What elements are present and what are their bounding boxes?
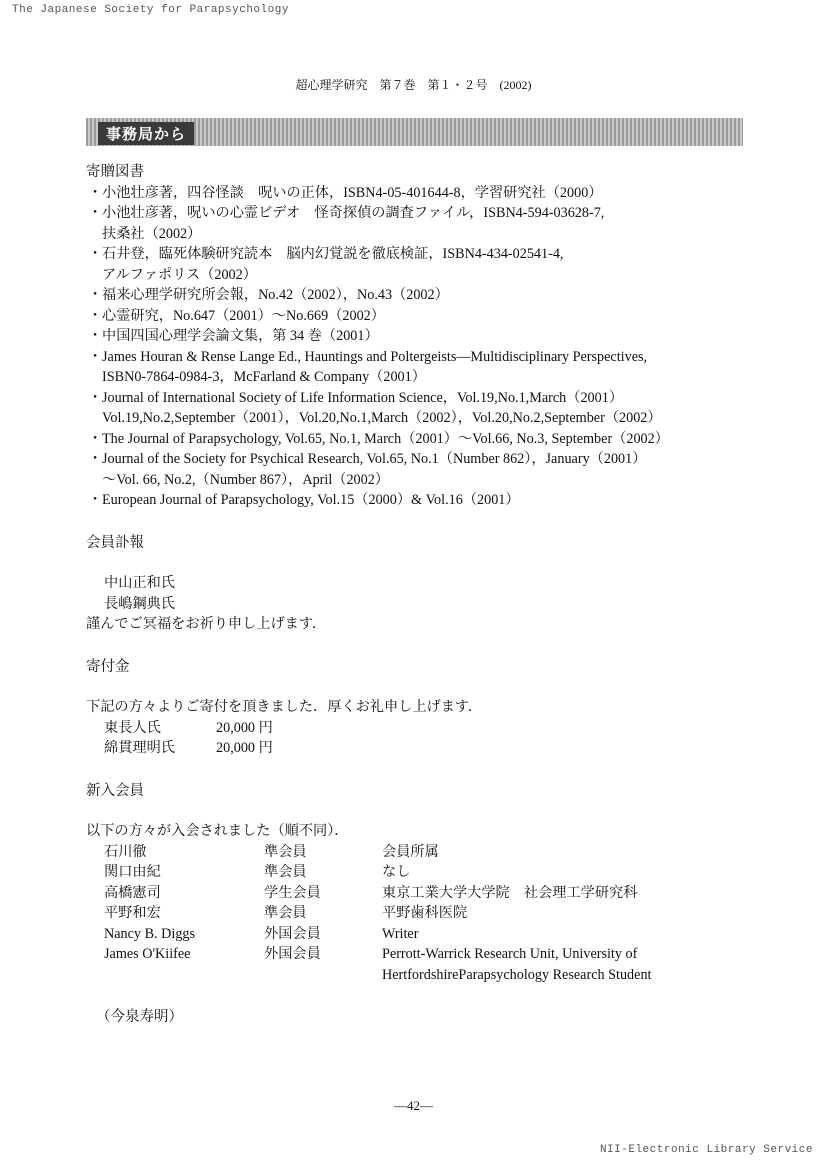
member-affiliation bbox=[382, 903, 746, 924]
book-item bbox=[86, 429, 746, 450]
book-item bbox=[86, 490, 746, 511]
member-name: 平野和宏 bbox=[104, 905, 161, 921]
new-members-heading: 新入会員 bbox=[86, 782, 144, 799]
affiliation-line: Perrott-Warrick Research Unit, University of bbox=[382, 946, 638, 962]
book-item-line: 扶桑社（2002） bbox=[102, 225, 202, 242]
society-header: The Japanese Society for Parapsychology bbox=[12, 4, 289, 16]
bullet-icon: ・ bbox=[88, 328, 103, 344]
affiliation-line: HertfordshireParapsychology Research Student bbox=[382, 966, 652, 983]
member-type: 外国会員 bbox=[264, 925, 321, 942]
book-item bbox=[86, 285, 746, 306]
signature: （今泉寿明） bbox=[96, 1009, 183, 1025]
new-members-table bbox=[86, 842, 746, 986]
bullet-icon: ・ bbox=[88, 307, 103, 324]
obituary-heading: 会員訃報 bbox=[86, 534, 144, 551]
donated-books-heading: 寄贈図書 bbox=[86, 164, 144, 180]
member-name: 関口由紀 bbox=[104, 864, 161, 880]
donations-heading: 寄付金 bbox=[86, 658, 130, 675]
book-item bbox=[86, 306, 746, 327]
bullet-icon: ・ bbox=[88, 451, 103, 467]
member-name: Nancy B. Diggs bbox=[104, 925, 196, 942]
bullet-icon: ・ bbox=[88, 184, 103, 201]
donor-name: 東長人氏 bbox=[104, 719, 161, 736]
footer-service: NII-Electronic Library Service bbox=[599, 1144, 813, 1156]
new-members-intro: 以下の方々が入会されました（順不同）． bbox=[86, 823, 349, 839]
member-row bbox=[86, 924, 746, 945]
member-name: 石川徹 bbox=[104, 843, 147, 860]
member-row bbox=[86, 862, 746, 883]
member-row bbox=[86, 903, 746, 924]
book-item-line: 小池壮彦著，呪いの心霊ビデオ 怪奇探偵の調査ファイル，ISBN4-594-03628-7, bbox=[102, 205, 605, 221]
member-affiliation bbox=[382, 862, 746, 883]
book-item-line: Vol.19,No.2,September（2001），Vol.20,No.1,March（2002），Vol.20,No.2,September（2002） bbox=[102, 410, 662, 426]
book-item-line: 小池壮彦著，四谷怪談 呪いの正体，ISBN4-05-401644-8，学習研究社（2000） bbox=[102, 184, 603, 201]
book-item-line: James Houran & Rense Lange Ed., Hauntings and Poltergeists—Multidisciplinary Perspectives, bbox=[102, 348, 648, 365]
running-head: 超心理学研究 第７巻 第１・２号 (2002) bbox=[295, 78, 532, 92]
book-item bbox=[86, 244, 746, 285]
donor-amount: 20,000 円 bbox=[216, 719, 273, 736]
member-affiliation bbox=[382, 924, 746, 945]
book-item-line: ～Vol. 66, No.2,（Number 867），April（2002） bbox=[102, 471, 390, 488]
member-name: 高橋憲司 bbox=[104, 884, 161, 901]
obituary-name: 長嶋鋼典氏 bbox=[104, 595, 175, 612]
affiliation-line: Writer bbox=[382, 925, 419, 942]
member-type: 準会員 bbox=[264, 905, 307, 921]
bullet-icon: ・ bbox=[88, 492, 103, 508]
donor-name: 綿貫理明氏 bbox=[104, 740, 175, 756]
affiliation-line: 会員所属 bbox=[382, 843, 439, 860]
book-item-line: 福来心理学研究所会報，No.42（2002），No.43（2002） bbox=[102, 287, 449, 303]
donor-row bbox=[86, 738, 746, 759]
book-item bbox=[86, 183, 746, 204]
member-type: 準会員 bbox=[264, 864, 307, 880]
obituary-name: 中山正和氏 bbox=[104, 575, 175, 591]
donated-books-list bbox=[86, 183, 746, 511]
book-item bbox=[86, 388, 746, 429]
member-row bbox=[86, 944, 746, 985]
bullet-icon: ・ bbox=[88, 389, 103, 406]
member-affiliation bbox=[382, 944, 746, 985]
member-type: 外国会員 bbox=[264, 946, 321, 962]
member-name: James O'Kiifee bbox=[104, 946, 191, 962]
book-item bbox=[86, 326, 746, 347]
main-content bbox=[86, 162, 746, 985]
affiliation-line: 東京工業大学大学院 社会理工学研究科 bbox=[382, 884, 638, 901]
bullet-icon: ・ bbox=[88, 348, 103, 365]
member-affiliation bbox=[382, 842, 746, 863]
book-item-line: European Journal of Parapsychology, Vol.15（2000）& Vol.16（2001） bbox=[102, 492, 520, 508]
book-item-line: Journal of International Society of Life Information Science，Vol.19,No.1,March（2001） bbox=[102, 389, 624, 406]
member-type: 準会員 bbox=[264, 843, 307, 860]
member-row bbox=[86, 842, 746, 863]
book-item bbox=[86, 203, 746, 244]
banner-title: 事務局から bbox=[98, 122, 194, 145]
bullet-icon: ・ bbox=[88, 430, 103, 447]
affiliation-line: 平野歯科医院 bbox=[382, 905, 468, 921]
book-item-line: 中国四国心理学会論文集，第 34 巻（2001） bbox=[102, 328, 379, 344]
bullet-icon: ・ bbox=[88, 205, 103, 221]
book-item-line: Journal of the Society for Psychical Research, Vol.65, No.1（Number 862），January（2001） bbox=[102, 451, 647, 467]
book-item bbox=[86, 347, 746, 388]
affiliation-line: なし bbox=[382, 864, 411, 880]
member-affiliation bbox=[382, 883, 746, 904]
member-type: 学生会員 bbox=[264, 884, 321, 901]
bullet-icon: ・ bbox=[88, 287, 103, 303]
member-row bbox=[86, 883, 746, 904]
section-banner bbox=[86, 118, 743, 146]
book-item-line: 心霊研究，No.647（2001）～No.669（2002） bbox=[102, 307, 385, 324]
book-item-line: アルファポリス（2002） bbox=[102, 266, 257, 283]
donations-intro: 下記の方々よりご寄付を頂きました．厚くお礼申し上げます． bbox=[86, 699, 483, 715]
book-item bbox=[86, 449, 746, 490]
bullet-icon: ・ bbox=[88, 246, 103, 262]
book-item-line: ISBN0-7864-0984-3，McFarland & Company（2001） bbox=[102, 369, 426, 385]
donor-row bbox=[86, 718, 746, 739]
book-item-line: 石井登，臨死体験研究読本 脳内幻覚説を徹底検証，ISBN4-434-02541-4, bbox=[102, 246, 564, 262]
obituary-closing: 謹んでご冥福をお祈り申し上げます． bbox=[86, 616, 327, 632]
donor-amount: 20,000 円 bbox=[216, 740, 273, 756]
book-item-line: The Journal of Parapsychology, Vol.65, No.1, March（2001）～Vol.66, No.3, September（2002） bbox=[102, 430, 669, 447]
page-number: —42— bbox=[394, 1098, 433, 1113]
